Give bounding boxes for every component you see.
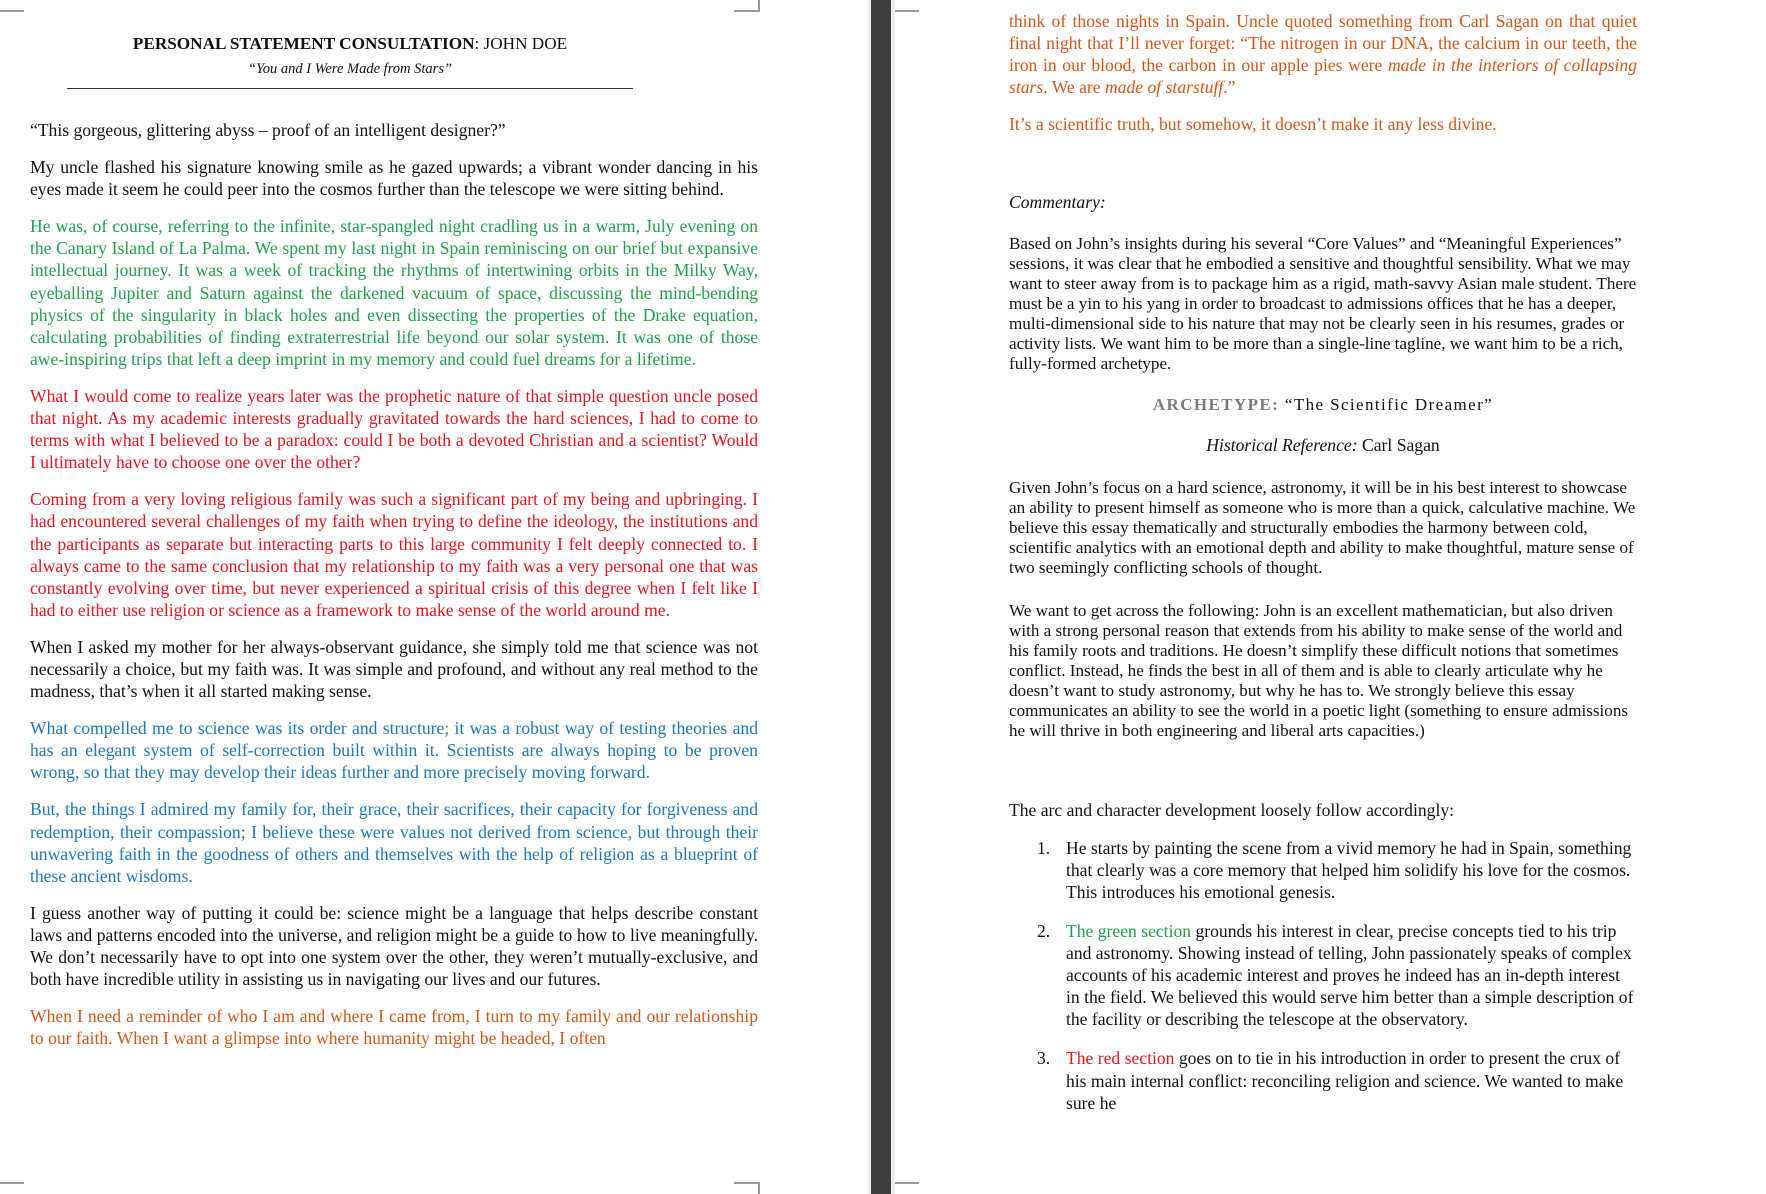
arc-list xyxy=(1009,837,1637,1114)
document-title xyxy=(0,32,714,56)
continuation-italic: made in the interiors of collapsing stars xyxy=(1009,55,1637,98)
title-divider xyxy=(67,88,633,89)
essay-paragraph: What I would come to realize years later was the prophetic nature of that simple question uncle posed that night. As my academic interests gradually gravitated towards the hard sciences, I had to come to terms with what I believed to be a paradox: could I be both a devoted Christian and a scientist? Would I ultimately have to choose one over the other? xyxy=(30,385,758,473)
document-subtitle: “You and I Were Made from Stars” xyxy=(247,61,453,77)
essay-paragraph: But, the things I admired my family for, their grace, their sacrifices, their capacity for forgiveness and redemption, their compassion; I believe these were values not derived from science, but through their unwavering faith in the goodness of others and themselves with the help of religion as a blueprint of these ancient wisdoms. xyxy=(30,799,758,886)
page-gutter xyxy=(868,0,895,1194)
essay-paragraph: What compelled me to science was its order and structure; it was a robust way of testing theories and has an elegant system of self-correction built within it. Scientists are always hoping to be proven wrong, so that they may develop their ideas further and more precisely moving forward. xyxy=(30,718,758,783)
essay-paragraph: I guess another way of putting it could be: science might be a language that helps describe constant laws and patterns encoded into the universe, and religion might be a guide to how to live meaningfully. We don’t necessarily have to opt into one system over the other, they weren’t mutually-exclusive, and both have incredible utility in assisting us in navigating our lives and our futures. xyxy=(30,902,758,990)
arc-intro: The arc and character development loosely follow accordingly: xyxy=(1009,799,1455,820)
list-number: 1. xyxy=(1037,837,1051,858)
historical-reference-label: Historical Reference: xyxy=(1206,434,1358,455)
list-item-text: grounds his interest in clear, precise concepts tied to his trip and astronomy. Showing instead of telling, John passionately speaks of complex accounts of his academic interest and proves he indeed has an in-depth interest in the field. We believed this would serve him better than a simple description of the facility or describing the telescope at the observatory. xyxy=(1066,920,1634,1030)
crop-mark xyxy=(895,0,919,12)
essay-paragraph: “This gorgeous, glittering abyss – proof of an intelligent designer?” xyxy=(30,120,506,140)
crop-mark xyxy=(734,1182,760,1194)
historical-reference-value: Carl Sagan xyxy=(1362,434,1440,455)
crop-mark xyxy=(734,0,760,12)
arc-list-item xyxy=(1009,837,1637,903)
analysis-paragraph: We want to get across the following: John is an excellent mathematician, but also driven with a strong personal reason that extends from his ability to make sense of the world and his family roots and traditions. He doesn’t simplify these difficult notions that sometimes conflict. Instead, he finds the best in all of them and is able to clearly articulate why he doesn’t want to study astronomy, but why he has to. We strongly believe this essay communicates an ability to see the world in a poetic light (something to ensure admissions he will thrive in both engineering and liberal arts capacities.) xyxy=(1009,600,1629,740)
commentary-heading: Commentary: xyxy=(1009,192,1106,213)
archetype-line xyxy=(1009,394,1637,416)
continuation-text: .” xyxy=(1223,77,1236,98)
title-name: : JOHN DOE xyxy=(474,34,568,53)
continuation-text: think of those nights in Spain. Uncle quoted something from Carl Sagan on that quiet final night that I’ll never forget: “The nitrogen in our DNA, the calcium in our teeth, the iron in our blood, the carbon in our apple pies were xyxy=(1009,11,1637,76)
historical-reference xyxy=(1009,434,1637,456)
archetype-value: “The Scientific Dreamer” xyxy=(1284,394,1494,414)
left-page-content xyxy=(30,32,758,1064)
continuation-italic: made of starstuff xyxy=(1105,77,1224,98)
document-page-right xyxy=(895,0,1766,1194)
section-highlight: The green section xyxy=(1066,920,1192,941)
list-number: 3. xyxy=(1037,1048,1051,1069)
list-item-text: He starts by painting the scene from a vivid memory he had in Spain, something that clearly was a core memory that helped him solidify his love for the cosmos. This introduces his emotional genesis. xyxy=(1066,837,1632,902)
essay-paragraph: He was, of course, referring to the infinite, star-spangled night cradling us in a warm, July evening on the Canary Island of La Palma. We spent my last night in Spain reminiscing on our brief but expansive intellectual journey. It was a week of tracking the rhythms of intertwining orbits in the Milky Way, eyeballing Jupiter and Saturn against the darkened vacuum of space, discussing the mind-bending physics of the singularity in black holes and even dissecting the properties of the Drake equation, calculating probabilities of finding extraterrestrial life beyond our solar system. It was one of those awe-inspiring trips that left a deep imprint in my memory and could fuel dreams for a lifetime. xyxy=(30,216,758,369)
list-item-text: goes on to tie in his introduction in order to present the crux of his main internal conflict: reconciling religion and science. We wanted to make sure he xyxy=(1066,1048,1624,1113)
analysis-paragraph: Given John’s focus on a hard science, astronomy, it will be in his best interest to showcase an ability to present himself as someone who is more than a quick, calculative machine. We believe this essay thematically and structurally embodies the harmony between cold, scientific analytics with an emotional depth and ability to make thoughtful, mature sense of two seemingly conflicting schools of thought. xyxy=(1009,477,1636,577)
essay-paragraph: When I asked my mother for her always-observant guidance, she simply told me that science was not necessarily a choice, but my faith was. It was simple and profound, and without any real method to the madness, that’s when it all started making sense. xyxy=(30,636,758,702)
essay-paragraph: Coming from a very loving religious family was such a significant part of my being and upbringing. I had encountered several challenges of my faith when trying to define the ideology, the institutions and the participants as separate but interacting parts to this large community I felt deeply connected to. I always came to the same conclusion that my relationship to my faith was a very personal one that was constantly evolving over time, but never experienced a spiritual crisis of this degree when I felt like I had to either use religion or science as a framework to make sense of the world around me. xyxy=(30,489,758,620)
archetype-label: ARCHETYPE: xyxy=(1152,394,1280,414)
document-page-left xyxy=(0,0,868,1194)
title-bold: PERSONAL STATEMENT CONSULTATION xyxy=(132,34,475,53)
list-number: 2. xyxy=(1037,920,1051,941)
continuation-text: . We are xyxy=(1043,77,1105,98)
essay-paragraph: My uncle flashed his signature knowing smile as he gazed upwards; a vibrant wonder dancing in his eyes made it seem he could peer into the cosmos further than the telescope we were sitting behind. xyxy=(30,157,758,200)
essay-closing-line: It’s a scientific truth, but somehow, it doesn’t make it any less divine. xyxy=(1009,114,1497,135)
commentary-paragraph: Based on John’s insights during his several “Core Values” and “Meaningful Experiences” sessions, it was clear that he embodied a sensitive and thoughtful sensibility. What we may want to steer away from is to package him as a rigid, math-savvy Asian male student. There must be a yin to his yang in order to broadcast to admissions offices that he has a deeper, multi-dimensional side to his nature that may not be clearly seen in his resumes, grades or activity lists. We want him to be more than a single-line tagline, we want him to be a rich, fully-formed archetype. xyxy=(1009,233,1637,373)
crop-mark xyxy=(0,1182,24,1194)
crop-mark xyxy=(895,1182,919,1194)
arc-list-item xyxy=(1009,920,1637,1030)
crop-mark xyxy=(0,0,24,12)
right-page-content xyxy=(1009,10,1637,1131)
section-highlight: The red section xyxy=(1066,1048,1175,1069)
document-header xyxy=(30,32,758,89)
essay-continuation xyxy=(1009,10,1637,98)
essay-paragraph: When I need a reminder of who I am and where I came from, I turn to my family and our relationship to our faith. When I want a glimpse into where humanity might be headed, I often xyxy=(30,1006,758,1049)
essay-body xyxy=(30,119,758,1049)
arc-list-item xyxy=(1009,1047,1637,1113)
